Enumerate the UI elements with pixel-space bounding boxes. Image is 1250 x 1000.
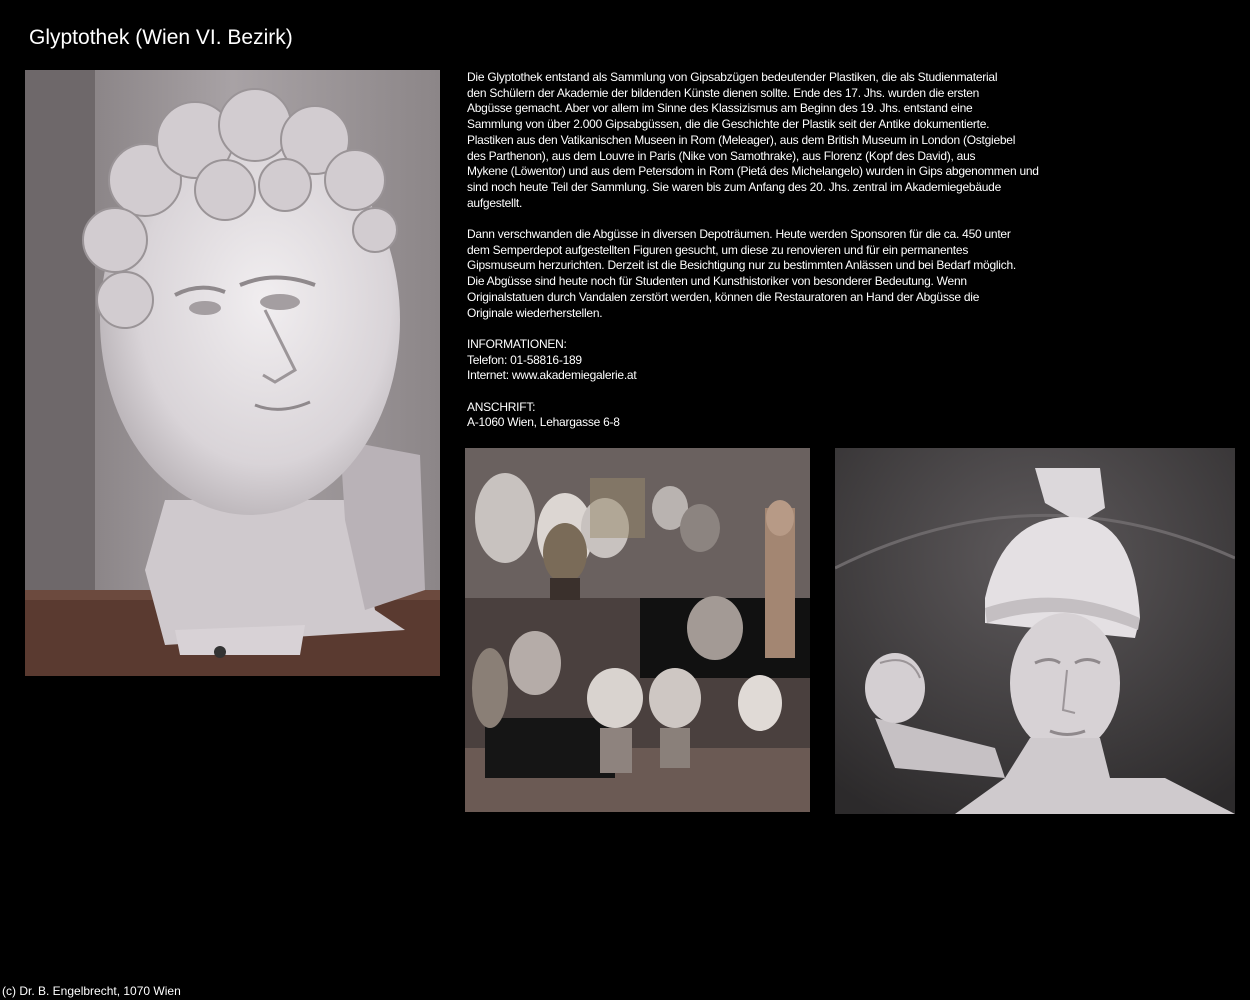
bust-storage-photo (465, 448, 810, 812)
david-head-photo (25, 70, 440, 676)
intro-line: Mykene (Löwentor) und aus dem Petersdom in Rom (Pietá des Michelangelo) wurden in Gips abgenommen und (467, 164, 1039, 179)
address-section (467, 400, 1077, 431)
info-section (467, 337, 1077, 384)
history-line: Originalstatuen durch Vandalen zerstört werden, können die Restauratoren an Hand der Abgüsse die (467, 289, 980, 304)
address-heading: ANSCHRIFT: (467, 399, 536, 414)
history-line: Gipsmuseum herzurichten. Derzeit ist die Besichtigung nur zu bestimmten Anlässen und bei Bedarf möglich. (467, 258, 1016, 273)
history-line: dem Semperdepot aufgestellten Figuren gesucht, um diese zu renovieren und für ein permanentes (467, 242, 969, 257)
intro-line: Sammlung von über 2.000 Gipsabgüssen, die die Geschichte der Plastik seit der Antike dokumentierte. (467, 117, 990, 132)
intro-line: Die Glyptothek entstand als Sammlung von Gipsabzügen bedeutender Plastiken, die als Studienmaterial (467, 70, 998, 84)
description-text (467, 70, 1077, 447)
david-head-image (25, 70, 440, 676)
helmet-figure-photo (835, 448, 1235, 814)
intro-paragraph (467, 70, 1077, 211)
intro-line: des Parthenon), aus dem Louvre in Paris (Nike von Samothrake), aus Florenz (Kopf des David), aus (467, 148, 976, 163)
history-line: Dann verschwanden die Abgüsse in diversen Depoträumen. Heute werden Sponsoren für die ca. 450 unter (467, 227, 1011, 242)
info-internet: Internet: www.akademiegalerie.at (467, 368, 637, 383)
address-line: A-1060 Wien, Lehargasse 6-8 (467, 415, 620, 430)
intro-line: Abgüsse gemacht. Aber vor allem im Sinne des Klassizismus am Beginn des 19. Jhs. entstand eine (467, 101, 973, 116)
history-paragraph (467, 227, 1077, 321)
helmet-figure-image (835, 448, 1235, 814)
bust-storage-image (465, 448, 810, 812)
info-phone: Telefon: 01-58816-189 (467, 352, 582, 367)
intro-line: Plastiken aus den Vatikanischen Museen in Rom (Meleager), aus dem British Museum in London (Ostgiebel (467, 132, 1016, 147)
intro-line: den Schülern der Akademie der bildenden Künste dienen sollte. Ende des 17. Jhs. wurden die ersten (467, 85, 980, 100)
copyright-footer: (c) Dr. B. Engelbrecht, 1070 Wien (2, 984, 181, 998)
info-heading: INFORMATIONEN: (467, 336, 567, 351)
intro-line: aufgestellt. (467, 195, 523, 210)
history-line: Die Abgüsse sind heute noch für Studenten und Kunsthistoriker von besonderer Bedeutung. Wenn (467, 274, 967, 289)
history-line: Originale wiederherstellen. (467, 305, 603, 320)
page-title: Glyptothek (Wien VI. Bezirk) (29, 26, 293, 49)
intro-line: sind noch heute Teil der Sammlung. Sie waren bis zum Anfang des 20. Jhs. zentral im Akademiegebäude (467, 179, 1002, 194)
